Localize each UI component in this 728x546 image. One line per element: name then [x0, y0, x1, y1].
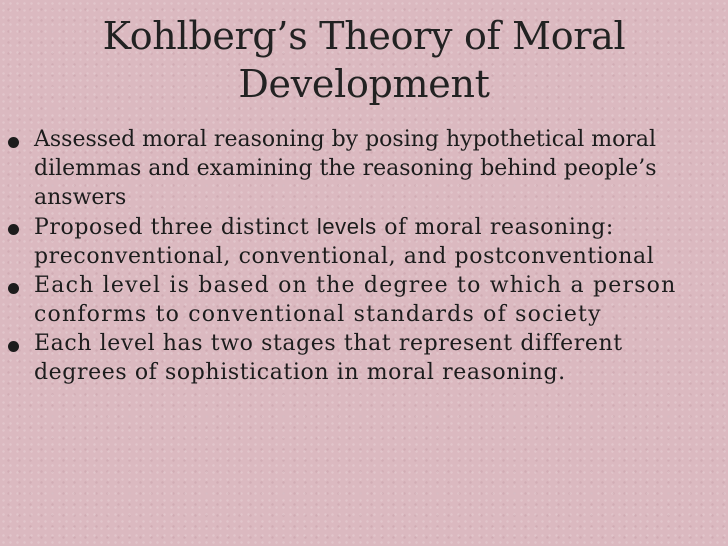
title-line-2: Development [238, 62, 490, 106]
title-line-1: Kohlberg’s Theory of Moral [102, 14, 626, 58]
bullet-item [8, 125, 720, 212]
bullet-item [8, 271, 720, 329]
bullet-dot-icon [8, 137, 19, 148]
bullet-dot-icon [8, 224, 19, 235]
bullet-dot-icon [8, 341, 19, 352]
bullet-text-after: of moral reasoning: preconventional, conventional, and postconventional [34, 215, 655, 269]
slide-title [60, 12, 668, 108]
bullet-text-before: Proposed three distinct [34, 215, 317, 240]
bullet-text: Each level is based on the degree to which a person conforms to conventional standards of society [34, 273, 677, 327]
bullet-list [8, 125, 720, 387]
bullet-item [8, 212, 720, 271]
bullet-text: Each level has two stages that represent different degrees of sophistication in moral reasoning. [34, 331, 623, 385]
bullet-text: Assessed moral reasoning by posing hypothetical moral dilemmas and examining the reasoning behind people’s answers [34, 127, 657, 210]
bullet-item [8, 329, 720, 387]
bullet-dot-icon [8, 283, 19, 294]
bullet-emphasis-levels: levels [316, 214, 377, 239]
